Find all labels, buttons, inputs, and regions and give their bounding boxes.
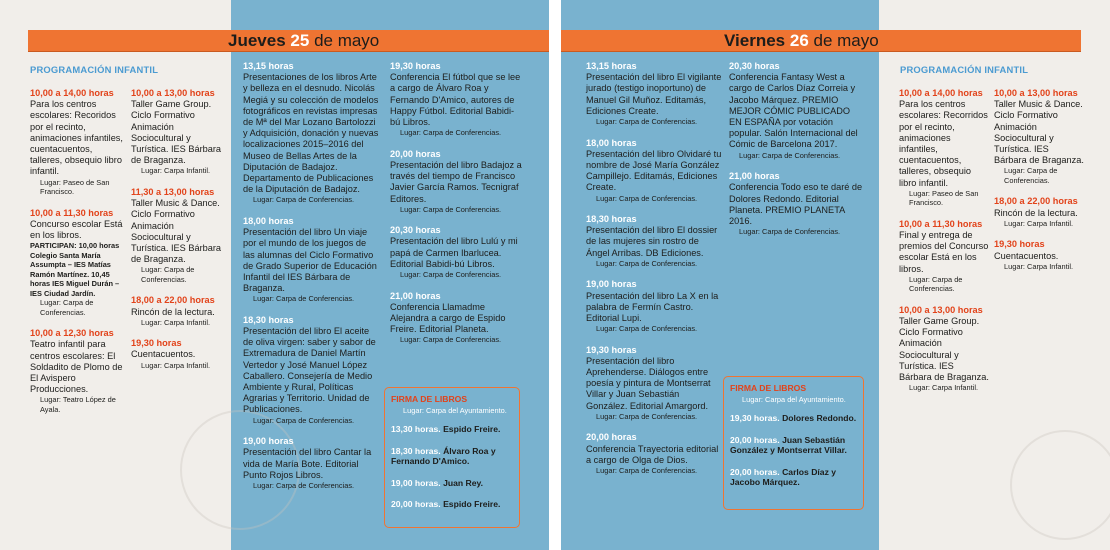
events-column <box>994 88 1084 282</box>
event-item <box>30 208 126 318</box>
event-time: 13,15 horas <box>586 61 637 71</box>
signing-time: 19,30 horas. <box>730 413 783 424</box>
event-time: 10,00 a 14,00 horas <box>30 88 114 98</box>
event-description: Taller Music & Dance. Ciclo Formativo Animación Sociocultural y Turística. IES Bárbara de Braganza. <box>994 99 1084 166</box>
signing-author: Álvaro Roa y Fernando D'Amico. <box>391 445 496 467</box>
event-time: 10,00 a 13,00 horas <box>899 304 983 315</box>
events-column <box>390 61 524 356</box>
book-signing-box <box>384 387 520 528</box>
event-item <box>586 432 722 475</box>
event-location: Lugar: Carpa de Conferencias. <box>400 204 502 214</box>
event-time: 10,00 a 14,00 horas <box>899 88 983 98</box>
event-item <box>586 138 722 204</box>
event-time: 19,30 horas <box>390 61 441 71</box>
event-location: Lugar: Carpa de Conferencias. <box>909 274 963 294</box>
event-item <box>131 187 227 284</box>
event-item <box>994 88 1084 185</box>
left-day-title <box>228 30 379 52</box>
book-signing-entry <box>391 424 513 434</box>
event-item <box>586 345 722 422</box>
event-time: 10,00 a 12,30 horas <box>30 328 114 339</box>
event-time: 20,30 horas <box>729 61 780 71</box>
event-time: 18,00 horas <box>586 137 637 148</box>
section-title: PROGRAMACIÓN INFANTIL <box>900 64 1029 75</box>
event-time: 20,30 horas <box>390 225 441 236</box>
event-item <box>586 61 722 127</box>
signing-time: 13,30 horas. <box>391 424 444 435</box>
event-location: Lugar: Carpa de Conferencias. <box>253 415 355 425</box>
book-signing-entry <box>730 413 857 423</box>
event-description: Conferencia El fútbol que se lee a cargo de Álvaro Roa y Fernando D'Amico, autores de Happy Fútbol. Editorial Babidi-bú Libros. <box>390 72 521 128</box>
event-time: 18,30 horas <box>243 314 294 325</box>
event-location: Lugar: Carpa Infantil. <box>1004 218 1074 228</box>
event-item <box>899 88 989 208</box>
event-description: Presentación del libro El vigilante jurado (testigo inoportuno) de Manuel Gil Muñoz. Editamás, Ediciones Create. <box>586 72 722 116</box>
event-location: Lugar: Carpa de Conferencias. <box>1004 166 1058 185</box>
event-location: Lugar: Carpa de Conferencias. <box>596 117 698 127</box>
signing-author: Carlos Díaz y Jacobo Márquez. <box>730 466 837 488</box>
event-description: Conferencia Trayectoria editorial a cargo de Olga de Dios. <box>586 443 719 465</box>
event-time: 18,00 a 22,00 horas <box>131 295 215 306</box>
event-location: Lugar: Teatro López de Ayala. <box>40 395 116 414</box>
event-location: Lugar: Paseo de San Francisco. <box>909 188 979 208</box>
event-item <box>131 338 227 370</box>
event-item <box>899 219 989 294</box>
event-item <box>586 279 722 333</box>
book-signing-entry <box>391 499 513 509</box>
event-time: 18,30 horas <box>586 214 637 225</box>
book-signing-location: Lugar: Carpa del Ayuntamiento. <box>742 395 846 405</box>
event-description: Presentación del libro Un viaje por el mundo de los juegos de las alumnas del Ciclo Formativo de Grado Superior de Educación Infantil del IES Bárbara de Braganza. <box>243 227 377 294</box>
month-label: de mayo <box>813 31 879 50</box>
event-description: Presentación del libro El dossier de las mujeres sin rostro de Ángel Arribas. DB Ediciones. <box>586 225 718 258</box>
event-item <box>131 295 227 327</box>
event-description: Conferencia Todo eso te daré de Dolores Redondo. Editorial Planeta. PREMIO PLANETA 2016. <box>729 182 863 226</box>
event-location: Lugar: Carpa de Conferencias. <box>596 258 698 268</box>
signing-time: 20,00 horas. <box>391 499 444 510</box>
event-description: Taller Game Group. Ciclo Formativo Animación Sociocultural y Turística. IES Bárbara de Braganza. <box>131 99 222 166</box>
signing-time: 19,00 horas. <box>391 477 444 488</box>
event-item <box>390 225 524 279</box>
events-column <box>586 61 722 486</box>
event-location: Lugar: Carpa de Conferencias. <box>400 335 502 345</box>
event-time: 19,30 horas <box>131 338 182 349</box>
event-location: Lugar: Carpa de Conferencias. <box>400 270 502 280</box>
event-description: Para los centros escolares: Recorridos por el recinto, animaciones infantiles, cuentacuentos, talleres, obsequio libro infantil. <box>899 99 988 188</box>
event-time: 18,00 a 22,00 horas <box>994 196 1078 207</box>
event-description: Cuentacuentos. <box>131 349 196 360</box>
event-location: Lugar: Carpa de Conferencias. <box>739 150 841 160</box>
events-column <box>30 88 126 425</box>
event-location: Lugar: Carpa Infantil. <box>141 317 211 327</box>
event-item <box>30 88 126 197</box>
event-description: Presentación del libro Olvidaré tu nombre de José María González Campillejo. Editamás, Ediciones Create. <box>586 148 722 193</box>
event-time: 20,00 horas <box>586 432 637 443</box>
event-description: Presentación del libro La X en la palabra de Fermín Castro. Editorial Lupi. <box>586 290 719 323</box>
event-participants: PARTICIPAN: 10,00 horas Colegio Santa María Assumpta – IES Matías Ramón Martínez. 10,45 horas IES Miguel Durán – IES Ciudad Jardín. <box>30 241 120 298</box>
event-item <box>243 315 379 425</box>
events-column <box>131 88 227 381</box>
event-description: Taller Game Group. Ciclo Formativo Animación Sociocultural y Turística. IES Bárbara de Braganza. <box>899 316 989 383</box>
event-location: Lugar: Carpa de Conferencias. <box>253 195 355 205</box>
event-time: 13,15 horas <box>243 61 294 71</box>
event-time: 19,00 horas <box>243 436 294 447</box>
decorative-circle <box>1010 430 1110 540</box>
event-item <box>243 61 379 205</box>
signing-time: 18,30 horas. <box>391 445 444 456</box>
signing-time: 20,00 horas. <box>730 466 783 477</box>
event-time: 10,00 a 11,30 horas <box>899 218 983 229</box>
events-column <box>899 88 989 404</box>
event-description: Final y entrega de premios del Concurso escolar Está en los libros. <box>899 230 989 274</box>
event-description: Presentación del libro Cantar la vida de María Bote. Editorial Punto Rojos Libros. <box>243 447 372 480</box>
event-location: Lugar: Carpa de Conferencias. <box>596 193 698 203</box>
event-time: 10,00 a 11,30 horas <box>30 207 114 218</box>
event-time: 19,30 horas <box>994 239 1045 250</box>
signing-author: Dolores Redondo. <box>782 413 857 424</box>
event-time: 21,00 horas <box>390 290 441 301</box>
event-description: Teatro infantil para centros escolares: El Soldadito de Plomo de El Avispero Producciones. <box>30 339 123 395</box>
right-day-title <box>724 30 879 52</box>
event-item <box>131 88 227 176</box>
event-location: Lugar: Carpa de Conferencias. <box>253 294 355 304</box>
page-gutter <box>549 0 561 550</box>
book-signing-location: Lugar: Carpa del Ayuntamiento. <box>403 406 507 416</box>
event-time: 20,00 horas <box>390 148 441 159</box>
event-item <box>390 291 524 345</box>
event-description: Presentación del libro Aprehenderse. Diálogos entre poesía y pintura de Montserrat Villar y Juan Sebastián González. Editorial Amargord. <box>586 355 711 411</box>
event-location: Lugar: Carpa Infantil. <box>909 383 979 393</box>
event-time: 19,00 horas <box>586 279 637 290</box>
event-description: Conferencia Fantasy West a cargo de Carlos Díaz Correia y Jacobo Márquez. PREMIO MEJOR CÓMIC PUBLICADO EN ESPAÑA por votación popular. Salón Internacional del Cómic de Barcelona 2017. <box>729 72 858 150</box>
event-description: Taller Music & Dance. Ciclo Formativo Animación Sociocultural y Turística. IES Bárbara de Braganza. <box>131 198 222 265</box>
events-column <box>729 61 863 248</box>
day-name: Jueves <box>228 31 286 50</box>
event-location: Lugar: Carpa Infantil. <box>141 360 211 370</box>
event-description: Presentaciones de los libros Arte y belleza en el desnudo. Nicolás Megiá y su colección de modelos fotográficos en revistas impresas de Mª del Mar Lozano Bartolozzi y Adquisición, donación y nuevas localizaciones 2015–2016 del Museo de Bellas Artes de la Diputación de Badajoz. Departamento de Publicaciones de la Diputación de Badajoz. <box>243 72 379 195</box>
book-signing-title: FIRMA DE LIBROS <box>391 394 468 404</box>
event-item <box>994 239 1084 271</box>
event-description: Presentación del libro Badajoz a través del tiempo de Francisco Javier García Ramos. Tecnigraf Editores. <box>390 159 522 204</box>
book-signing-title: FIRMA DE LIBROS <box>730 383 807 393</box>
event-time: 10,00 a 13,00 horas <box>994 88 1078 98</box>
signing-author: Juan Sebastián González y Montserrat Villar. <box>730 434 847 456</box>
event-description: Cuentacuentos. <box>994 250 1059 261</box>
event-location: Lugar: Carpa Infantil. <box>141 166 211 176</box>
book-signing-entry <box>391 446 513 467</box>
event-location: Lugar: Carpa de Conferencias. <box>596 324 698 334</box>
event-item <box>390 149 524 215</box>
event-time: 19,30 horas <box>586 344 637 355</box>
event-description: Rincón de la lectura. <box>131 306 215 317</box>
signing-author: Espido Freire. <box>443 499 501 510</box>
book-signing-entry <box>730 467 857 488</box>
event-description: Presentación del libro El aceite de oliva virgen: saber y sabor de Extremadura de Daniel Martín Vertedor y José Manuel López Caballero. Consejería de Medio Ambiente y Rural, Políticas Agrarias y Territorio. Unidad de Publicaciones. <box>243 326 376 415</box>
signing-author: Espido Freire. <box>443 424 501 435</box>
event-location: Lugar: Carpa de Conferencias. <box>596 465 698 475</box>
event-item <box>729 171 863 237</box>
event-item <box>994 196 1084 228</box>
signing-author: Juan Rey. <box>443 477 484 488</box>
event-item <box>243 216 379 304</box>
event-location: Lugar: Carpa de Conferencias. <box>253 481 355 490</box>
event-description: Presentación del libro Lulú y mi papá de Carmen Ibarlucea. Editorial Babidi-bú Libros. <box>390 236 518 269</box>
events-column <box>243 61 379 502</box>
event-item <box>586 214 722 268</box>
event-time: 18,00 horas <box>243 215 294 226</box>
event-location: Lugar: Carpa de Conferencias. <box>400 128 502 138</box>
event-description: Conferencia Llamadme Alejandra a cargo de Espido Freire. Editorial Planeta. <box>390 301 506 335</box>
event-location: Lugar: Carpa de Conferencias. <box>141 265 195 284</box>
day-name: Viernes <box>724 31 786 50</box>
book-signing-box <box>723 376 864 510</box>
event-description: Rincón de la lectura. <box>994 207 1078 218</box>
day-number: 25 <box>290 31 310 50</box>
event-item <box>243 436 379 490</box>
day-number: 26 <box>789 31 809 50</box>
event-item <box>899 305 989 393</box>
event-description: Para los centros escolares: Recoridos por el recinto, animaciones infantiles, cuentacuentos, talleres, obsequio libro infantil. <box>30 99 123 177</box>
section-title: PROGRAMACIÓN INFANTIL <box>30 64 159 75</box>
event-item <box>390 61 524 138</box>
event-location: Lugar: Carpa de Conferencias. <box>40 298 94 317</box>
book-signing-entry <box>391 478 513 488</box>
event-location: Lugar: Carpa de Conferencias. <box>596 411 698 421</box>
event-description: Concurso escolar Está en los libros. <box>30 218 123 241</box>
event-time: 21,00 horas <box>729 171 780 182</box>
event-item <box>729 61 863 160</box>
event-item <box>30 328 126 414</box>
signing-time: 20,00 horas. <box>730 434 783 445</box>
event-location: Lugar: Paseo de San Francisco. <box>40 177 110 197</box>
event-time: 10,00 a 13,00 horas <box>131 88 215 98</box>
event-location: Lugar: Carpa Infantil. <box>1004 261 1074 271</box>
event-time: 11,30 a 13,00 horas <box>131 186 215 197</box>
event-location: Lugar: Carpa de Conferencias. <box>739 227 841 237</box>
book-signing-entry <box>730 435 857 456</box>
month-label: de mayo <box>314 31 380 50</box>
